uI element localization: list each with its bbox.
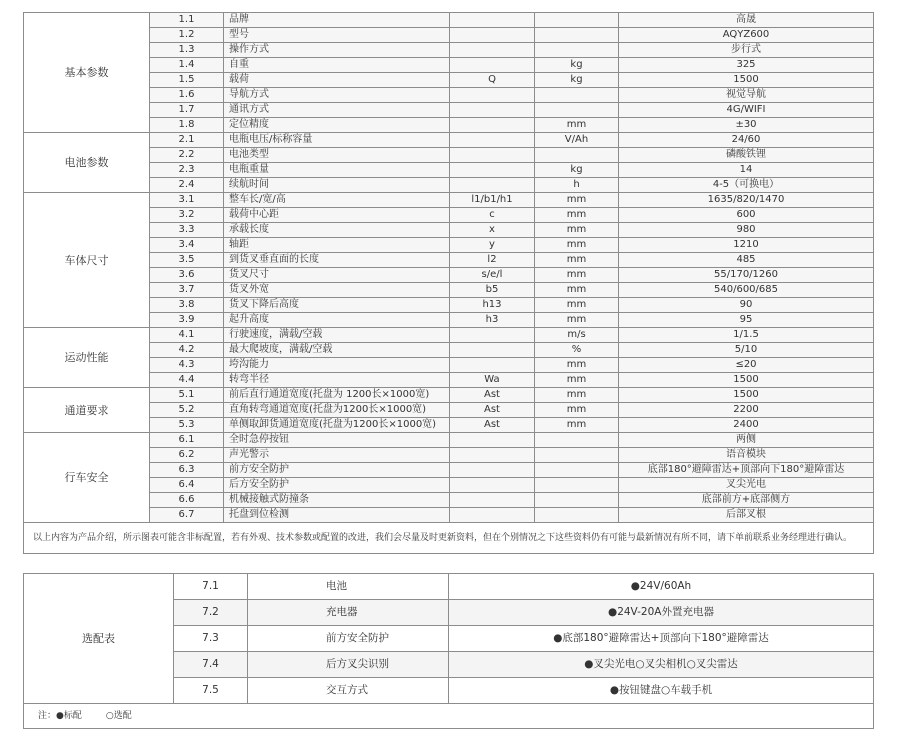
- spec-item-value: 叉尖光电: [619, 478, 874, 493]
- legend-standard: ●标配: [56, 710, 82, 721]
- spec-item-name: 自重: [224, 58, 450, 73]
- spec-item-symbol: h3: [450, 313, 535, 328]
- spec-item-number: 3.3: [150, 223, 224, 238]
- spec-item-unit: mm: [535, 238, 619, 253]
- spec-row: [24, 358, 874, 373]
- spec-item-unit: [535, 493, 619, 508]
- spec-note-row: [24, 523, 874, 554]
- spec-item-unit: %: [535, 343, 619, 358]
- spec-row: [24, 433, 874, 448]
- option-item-name: 前方安全防护: [248, 626, 449, 652]
- spec-item-symbol: [450, 28, 535, 43]
- spec-item-unit: [535, 103, 619, 118]
- spec-row: [24, 223, 874, 238]
- spec-item-symbol: [450, 433, 535, 448]
- spec-item-number: 1.1: [150, 13, 224, 28]
- spec-item-name: 全时急停按钮: [224, 433, 450, 448]
- spec-item-unit: [535, 478, 619, 493]
- spec-item-number: 3.9: [150, 313, 224, 328]
- spec-item-unit: V/Ah: [535, 133, 619, 148]
- spec-item-value: 540/600/685: [619, 283, 874, 298]
- spec-item-symbol: [450, 358, 535, 373]
- spec-item-unit: kg: [535, 73, 619, 88]
- spec-item-number: 1.5: [150, 73, 224, 88]
- spec-item-name: 转弯半径: [224, 373, 450, 388]
- spec-item-number: 2.1: [150, 133, 224, 148]
- spec-item-name: 型号: [224, 28, 450, 43]
- spec-row: [24, 283, 874, 298]
- spec-category: 通道要求: [24, 388, 150, 433]
- spec-item-symbol: [450, 118, 535, 133]
- spec-item-number: 1.4: [150, 58, 224, 73]
- spec-item-name: 前方安全防护: [224, 463, 450, 478]
- options-legend-row: [24, 704, 874, 729]
- spec-item-symbol: [450, 58, 535, 73]
- spec-item-unit: [535, 463, 619, 478]
- spec-table-body: [24, 13, 874, 554]
- spec-row: [24, 373, 874, 388]
- spec-item-value: 1210: [619, 238, 874, 253]
- spec-item-symbol: [450, 133, 535, 148]
- spec-item-unit: [535, 508, 619, 523]
- spec-item-symbol: [450, 463, 535, 478]
- spec-row: [24, 268, 874, 283]
- spec-item-name: 通讯方式: [224, 103, 450, 118]
- spec-item-value: ≤20: [619, 358, 874, 373]
- option-item-number: 7.4: [174, 652, 248, 678]
- spec-row: [24, 463, 874, 478]
- spec-item-name: 承载长度: [224, 223, 450, 238]
- spec-item-name: 货叉尺寸: [224, 268, 450, 283]
- spec-item-value: 95: [619, 313, 874, 328]
- spec-row: [24, 88, 874, 103]
- options-table: [23, 573, 874, 729]
- spec-item-name: 到货叉垂直面的长度: [224, 253, 450, 268]
- spec-item-value: 1500: [619, 388, 874, 403]
- spec-row: [24, 448, 874, 463]
- spec-item-name: 品牌: [224, 13, 450, 28]
- spec-item-number: 3.7: [150, 283, 224, 298]
- spec-item-value: 4G/WIFI: [619, 103, 874, 118]
- legend-label: 注：: [38, 710, 57, 721]
- spec-item-symbol: [450, 43, 535, 58]
- option-item-name: 交互方式: [248, 678, 449, 704]
- spec-item-name: 导航方式: [224, 88, 450, 103]
- spec-row: [24, 313, 874, 328]
- spec-item-number: 6.4: [150, 478, 224, 493]
- spec-item-unit: [535, 43, 619, 58]
- spec-item-value: 55/170/1260: [619, 268, 874, 283]
- spec-row: [24, 403, 874, 418]
- option-item-number: 7.3: [174, 626, 248, 652]
- spec-item-symbol: Wa: [450, 373, 535, 388]
- spec-item-unit: [535, 13, 619, 28]
- spec-row: [24, 388, 874, 403]
- spec-item-symbol: c: [450, 208, 535, 223]
- spec-item-value: 14: [619, 163, 874, 178]
- spec-item-symbol: [450, 478, 535, 493]
- spec-item-symbol: [450, 148, 535, 163]
- spec-item-symbol: b5: [450, 283, 535, 298]
- spec-item-unit: [535, 28, 619, 43]
- spec-item-name: 托盘到位检测: [224, 508, 450, 523]
- spec-row: [24, 43, 874, 58]
- spec-item-symbol: [450, 13, 535, 28]
- spec-item-number: 5.1: [150, 388, 224, 403]
- spec-item-number: 1.6: [150, 88, 224, 103]
- spec-category: 运动性能: [24, 328, 150, 388]
- spec-item-name: 单侧取卸货通道宽度(托盘为1200长×1000宽): [224, 418, 450, 433]
- spec-row: [24, 478, 874, 493]
- spec-item-symbol: [450, 508, 535, 523]
- spec-item-name: 电瓶重量: [224, 163, 450, 178]
- spec-row: [24, 493, 874, 508]
- spec-item-value: 600: [619, 208, 874, 223]
- spec-category: 基本参数: [24, 13, 150, 133]
- spec-item-value: 1500: [619, 373, 874, 388]
- spec-item-name: 整车长/宽/高: [224, 193, 450, 208]
- spec-row: [24, 343, 874, 358]
- spec-item-number: 6.6: [150, 493, 224, 508]
- spec-item-unit: mm: [535, 373, 619, 388]
- spec-item-value: ±30: [619, 118, 874, 133]
- spec-item-symbol: Ast: [450, 388, 535, 403]
- spec-row: [24, 298, 874, 313]
- spec-item-unit: kg: [535, 58, 619, 73]
- spec-item-value: 90: [619, 298, 874, 313]
- spec-item-value: AQYZ600: [619, 28, 874, 43]
- spec-item-name: 声光警示: [224, 448, 450, 463]
- spec-item-value: 步行式: [619, 43, 874, 58]
- spec-item-value: 325: [619, 58, 874, 73]
- spec-item-value: 磷酸铁锂: [619, 148, 874, 163]
- spec-item-number: 4.4: [150, 373, 224, 388]
- spec-item-symbol: [450, 493, 535, 508]
- spec-item-unit: [535, 148, 619, 163]
- spec-item-number: 2.2: [150, 148, 224, 163]
- spec-item-number: 4.3: [150, 358, 224, 373]
- spec-item-name: 电瓶电压/标称容量: [224, 133, 450, 148]
- spec-item-number: 5.2: [150, 403, 224, 418]
- spec-item-unit: [535, 88, 619, 103]
- spec-item-symbol: h13: [450, 298, 535, 313]
- spec-item-number: 2.4: [150, 178, 224, 193]
- option-item-value: ●底部180°避障雷达+顶部向下180°避障雷达: [449, 626, 874, 652]
- options-table-body: [24, 574, 874, 729]
- spec-item-value: 485: [619, 253, 874, 268]
- spec-item-symbol: Ast: [450, 418, 535, 433]
- spec-item-unit: mm: [535, 418, 619, 433]
- spec-note: 以上内容为产品介绍，所示图表可能含非标配置，若有外观、技术参数或配置的改进，我们会尽量及时更新资料，但在个别情况之下这些资料仍有可能与最新情况有所不同，请下单前联系业务经理进行确认。: [24, 523, 874, 554]
- spec-item-unit: mm: [535, 253, 619, 268]
- spec-item-number: 3.6: [150, 268, 224, 283]
- spec-item-value: 1/1.5: [619, 328, 874, 343]
- spec-item-name: 操作方式: [224, 43, 450, 58]
- spec-item-symbol: [450, 163, 535, 178]
- spec-item-number: 6.2: [150, 448, 224, 463]
- spec-item-name: 轴距: [224, 238, 450, 253]
- spec-row: [24, 133, 874, 148]
- spec-item-symbol: [450, 103, 535, 118]
- spec-item-name: 载荷中心距: [224, 208, 450, 223]
- spec-item-number: 3.1: [150, 193, 224, 208]
- spec-item-number: 1.3: [150, 43, 224, 58]
- option-item-name: 电池: [248, 574, 449, 600]
- spec-item-value: 视觉导航: [619, 88, 874, 103]
- spec-item-name: 机械接触式防撞条: [224, 493, 450, 508]
- spec-item-symbol: [450, 178, 535, 193]
- spec-item-name: 续航时间: [224, 178, 450, 193]
- spec-item-symbol: [450, 343, 535, 358]
- spec-item-name: 电池类型: [224, 148, 450, 163]
- spec-row: [24, 148, 874, 163]
- option-item-value: ●24V/60Ah: [449, 574, 874, 600]
- spec-row: [24, 28, 874, 43]
- spec-item-symbol: [450, 448, 535, 463]
- spec-item-unit: mm: [535, 268, 619, 283]
- options-category: 选配表: [24, 574, 174, 704]
- spec-item-symbol: l1/b1/h1: [450, 193, 535, 208]
- spec-row: [24, 118, 874, 133]
- spec-row: [24, 163, 874, 178]
- spec-item-number: 6.7: [150, 508, 224, 523]
- spec-item-value: 1635/820/1470: [619, 193, 874, 208]
- spec-row: [24, 13, 874, 28]
- spec-item-value: 底部前方+底部侧方: [619, 493, 874, 508]
- spec-item-number: 4.2: [150, 343, 224, 358]
- spec-item-name: 前后直行通道宽度(托盘为 1200长×1000宽): [224, 388, 450, 403]
- spec-category: 电池参数: [24, 133, 150, 193]
- spec-item-number: 5.3: [150, 418, 224, 433]
- spec-item-value: 底部180°避障雷达+顶部向下180°避障雷达: [619, 463, 874, 478]
- legend-optional: ○选配: [105, 710, 132, 721]
- spec-item-number: 6.1: [150, 433, 224, 448]
- spec-item-name: 后方安全防护: [224, 478, 450, 493]
- option-item-number: 7.1: [174, 574, 248, 600]
- spec-item-name: 直角转弯通道宽度(托盘为1200长×1000宽): [224, 403, 450, 418]
- spec-item-unit: kg: [535, 163, 619, 178]
- spec-item-value: 2400: [619, 418, 874, 433]
- spec-item-number: 2.3: [150, 163, 224, 178]
- spec-item-value: 高晟: [619, 13, 874, 28]
- spec-item-number: 3.2: [150, 208, 224, 223]
- spec-item-symbol: y: [450, 238, 535, 253]
- option-item-number: 7.5: [174, 678, 248, 704]
- spec-item-name: 载荷: [224, 73, 450, 88]
- spec-item-unit: mm: [535, 358, 619, 373]
- spec-row: [24, 58, 874, 73]
- spec-item-name: 定位精度: [224, 118, 450, 133]
- spec-item-unit: m/s: [535, 328, 619, 343]
- option-row: [24, 574, 874, 600]
- spec-row: [24, 103, 874, 118]
- spec-item-name: 货叉外宽: [224, 283, 450, 298]
- spec-item-unit: [535, 448, 619, 463]
- spec-item-name: 起升高度: [224, 313, 450, 328]
- spec-item-unit: h: [535, 178, 619, 193]
- spec-item-number: 3.5: [150, 253, 224, 268]
- spec-item-symbol: Ast: [450, 403, 535, 418]
- spec-item-unit: mm: [535, 223, 619, 238]
- spec-row: [24, 238, 874, 253]
- option-item-name: 后方叉尖识别: [248, 652, 449, 678]
- spec-item-symbol: s/e/l: [450, 268, 535, 283]
- spec-item-value: 5/10: [619, 343, 874, 358]
- spec-item-unit: mm: [535, 193, 619, 208]
- spec-item-value: 语音模块: [619, 448, 874, 463]
- spec-item-number: 6.3: [150, 463, 224, 478]
- spec-item-value: 两侧: [619, 433, 874, 448]
- spec-row: [24, 193, 874, 208]
- spec-category: 车体尺寸: [24, 193, 150, 328]
- spec-item-value: 2200: [619, 403, 874, 418]
- spec-item-unit: mm: [535, 403, 619, 418]
- spec-item-symbol: [450, 328, 535, 343]
- spec-item-value: 4-5（可换电）: [619, 178, 874, 193]
- spec-row: [24, 418, 874, 433]
- spec-item-number: 3.4: [150, 238, 224, 253]
- spec-item-unit: mm: [535, 208, 619, 223]
- spec-table: [23, 12, 874, 554]
- spec-item-value: 1500: [619, 73, 874, 88]
- spec-row: [24, 508, 874, 523]
- spec-item-unit: [535, 433, 619, 448]
- spec-item-unit: mm: [535, 388, 619, 403]
- spec-row: [24, 328, 874, 343]
- option-item-value: ●按钮键盘○车载手机: [449, 678, 874, 704]
- spec-category: 行车安全: [24, 433, 150, 523]
- spec-item-name: 最大爬坡度，满载/空载: [224, 343, 450, 358]
- option-item-name: 充电器: [248, 600, 449, 626]
- spec-item-number: 1.8: [150, 118, 224, 133]
- option-item-value: ●24V-20A外置充电器: [449, 600, 874, 626]
- spec-row: [24, 178, 874, 193]
- option-item-number: 7.2: [174, 600, 248, 626]
- spec-item-symbol: [450, 88, 535, 103]
- spec-item-name: 垮沟能力: [224, 358, 450, 373]
- spec-row: [24, 253, 874, 268]
- spec-item-name: 货叉下降后高度: [224, 298, 450, 313]
- spec-row: [24, 73, 874, 88]
- spec-item-unit: mm: [535, 118, 619, 133]
- spec-item-value: 24/60: [619, 133, 874, 148]
- spec-item-number: 1.2: [150, 28, 224, 43]
- spec-item-number: 4.1: [150, 328, 224, 343]
- options-legend: [24, 704, 874, 729]
- spec-item-unit: mm: [535, 283, 619, 298]
- spec-item-number: 1.7: [150, 103, 224, 118]
- spec-item-unit: mm: [535, 313, 619, 328]
- option-item-value: ●叉尖光电○叉尖相机○叉尖雷达: [449, 652, 874, 678]
- spec-item-name: 行驶速度，满载/空载: [224, 328, 450, 343]
- spec-item-symbol: l2: [450, 253, 535, 268]
- spec-item-symbol: x: [450, 223, 535, 238]
- spec-item-value: 980: [619, 223, 874, 238]
- spec-item-value: 后部叉根: [619, 508, 874, 523]
- spec-item-unit: mm: [535, 298, 619, 313]
- spec-row: [24, 208, 874, 223]
- spec-item-number: 3.8: [150, 298, 224, 313]
- spec-item-symbol: Q: [450, 73, 535, 88]
